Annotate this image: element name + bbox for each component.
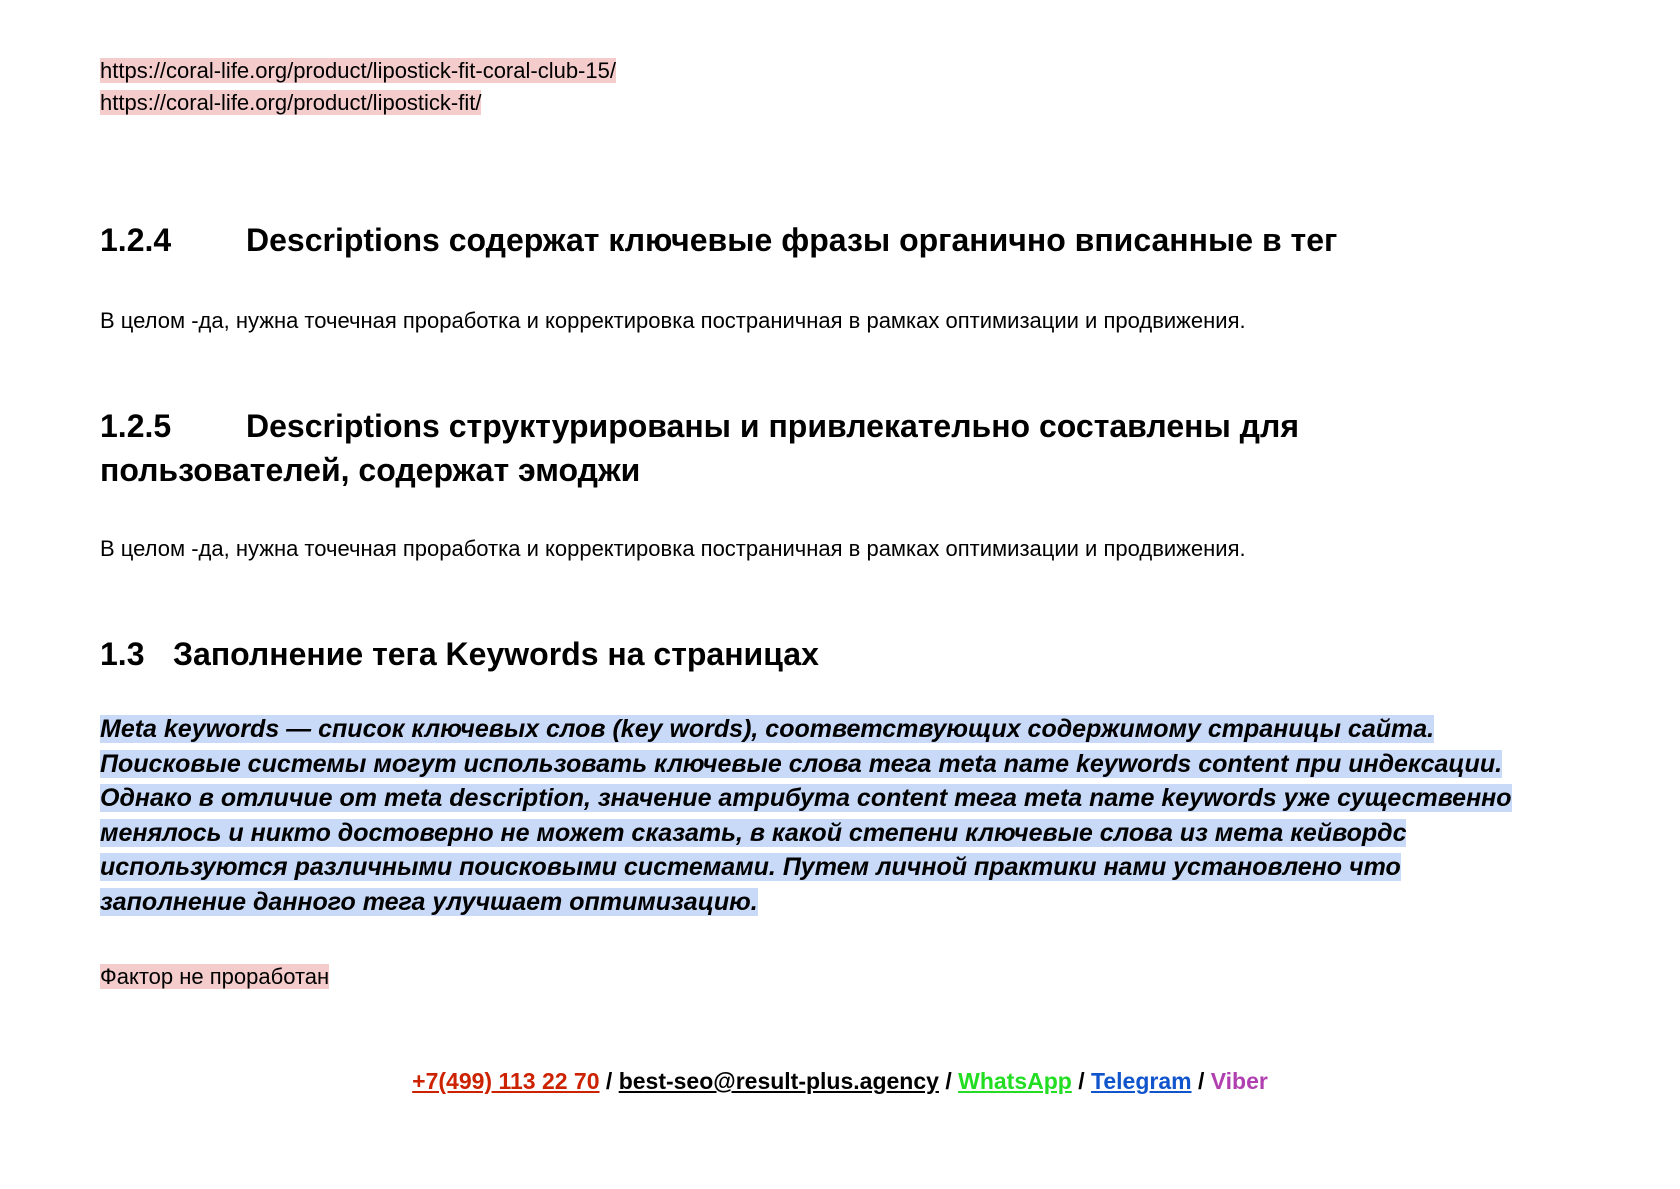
status-text: Фактор не проработан bbox=[100, 964, 330, 989]
url-line bbox=[100, 88, 481, 118]
url-link[interactable]: https://coral-life.org/product/lipostick-fit-coral-club-15/ bbox=[100, 58, 616, 83]
phone-link[interactable]: +7(499) 113 22 70 bbox=[412, 1068, 600, 1094]
contact-footer bbox=[0, 1064, 1680, 1098]
section-number: 1.2.4 bbox=[100, 222, 172, 258]
section-text: В целом -да, нужна точечная проработка и корректировка постраничная в рамках оптимизации и продвижения. bbox=[100, 308, 1246, 333]
email-link[interactable]: best-seo@result-plus.agency bbox=[618, 1068, 939, 1094]
section-number: 1.3 bbox=[100, 636, 145, 672]
section-text: В целом -да, нужна точечная проработка и корректировка постраничная в рамках оптимизации и продвижения. bbox=[100, 536, 1246, 561]
section-title: Заполнение тега Keywords на страницах bbox=[173, 636, 819, 672]
status-line bbox=[100, 962, 329, 992]
telegram-link[interactable]: Telegram bbox=[1091, 1068, 1192, 1094]
section-title: Descriptions содержат ключевые фразы органично вписанные в тег bbox=[246, 222, 1338, 258]
viber-link[interactable]: Viber bbox=[1210, 1068, 1268, 1094]
separator: / bbox=[605, 1068, 613, 1094]
url-link[interactable]: https://coral-life.org/product/lipostick-fit/ bbox=[100, 90, 482, 115]
separator: / bbox=[1197, 1068, 1205, 1094]
url-line bbox=[100, 56, 616, 86]
section-heading-1-2-4 bbox=[100, 218, 1400, 262]
separator: / bbox=[945, 1068, 952, 1094]
section-number: 1.2.5 bbox=[100, 408, 172, 444]
highlighted-quote-text: Meta keywords — список ключевых слов (key words), соответствующих содержимому страницы сайта. Поисковые системы могут использовать ключевые слова тега meta name keywords content при индексации. Однако в отличие от meta description, значение атрибута content тега meta name keywords уже существенно менялось и никто достоверно не может сказать, в какой степени ключевые слова из мета кейвордс используются различными поисковыми системами. Путем личной практики нами установлено что заполнение данного тега улучшает оптимизацию. bbox=[100, 715, 1512, 916]
separator: / bbox=[1078, 1068, 1085, 1094]
section-heading-1-3 bbox=[100, 632, 1400, 676]
section-heading-1-2-5 bbox=[100, 404, 1400, 492]
section-title: Descriptions структурированы и привлекательно составлены для bbox=[246, 408, 1299, 444]
section-title-line2: пользователей, содержат эмоджи bbox=[100, 452, 641, 488]
whatsapp-link[interactable]: WhatsApp bbox=[958, 1068, 1072, 1094]
keywords-explanation bbox=[100, 712, 1520, 919]
